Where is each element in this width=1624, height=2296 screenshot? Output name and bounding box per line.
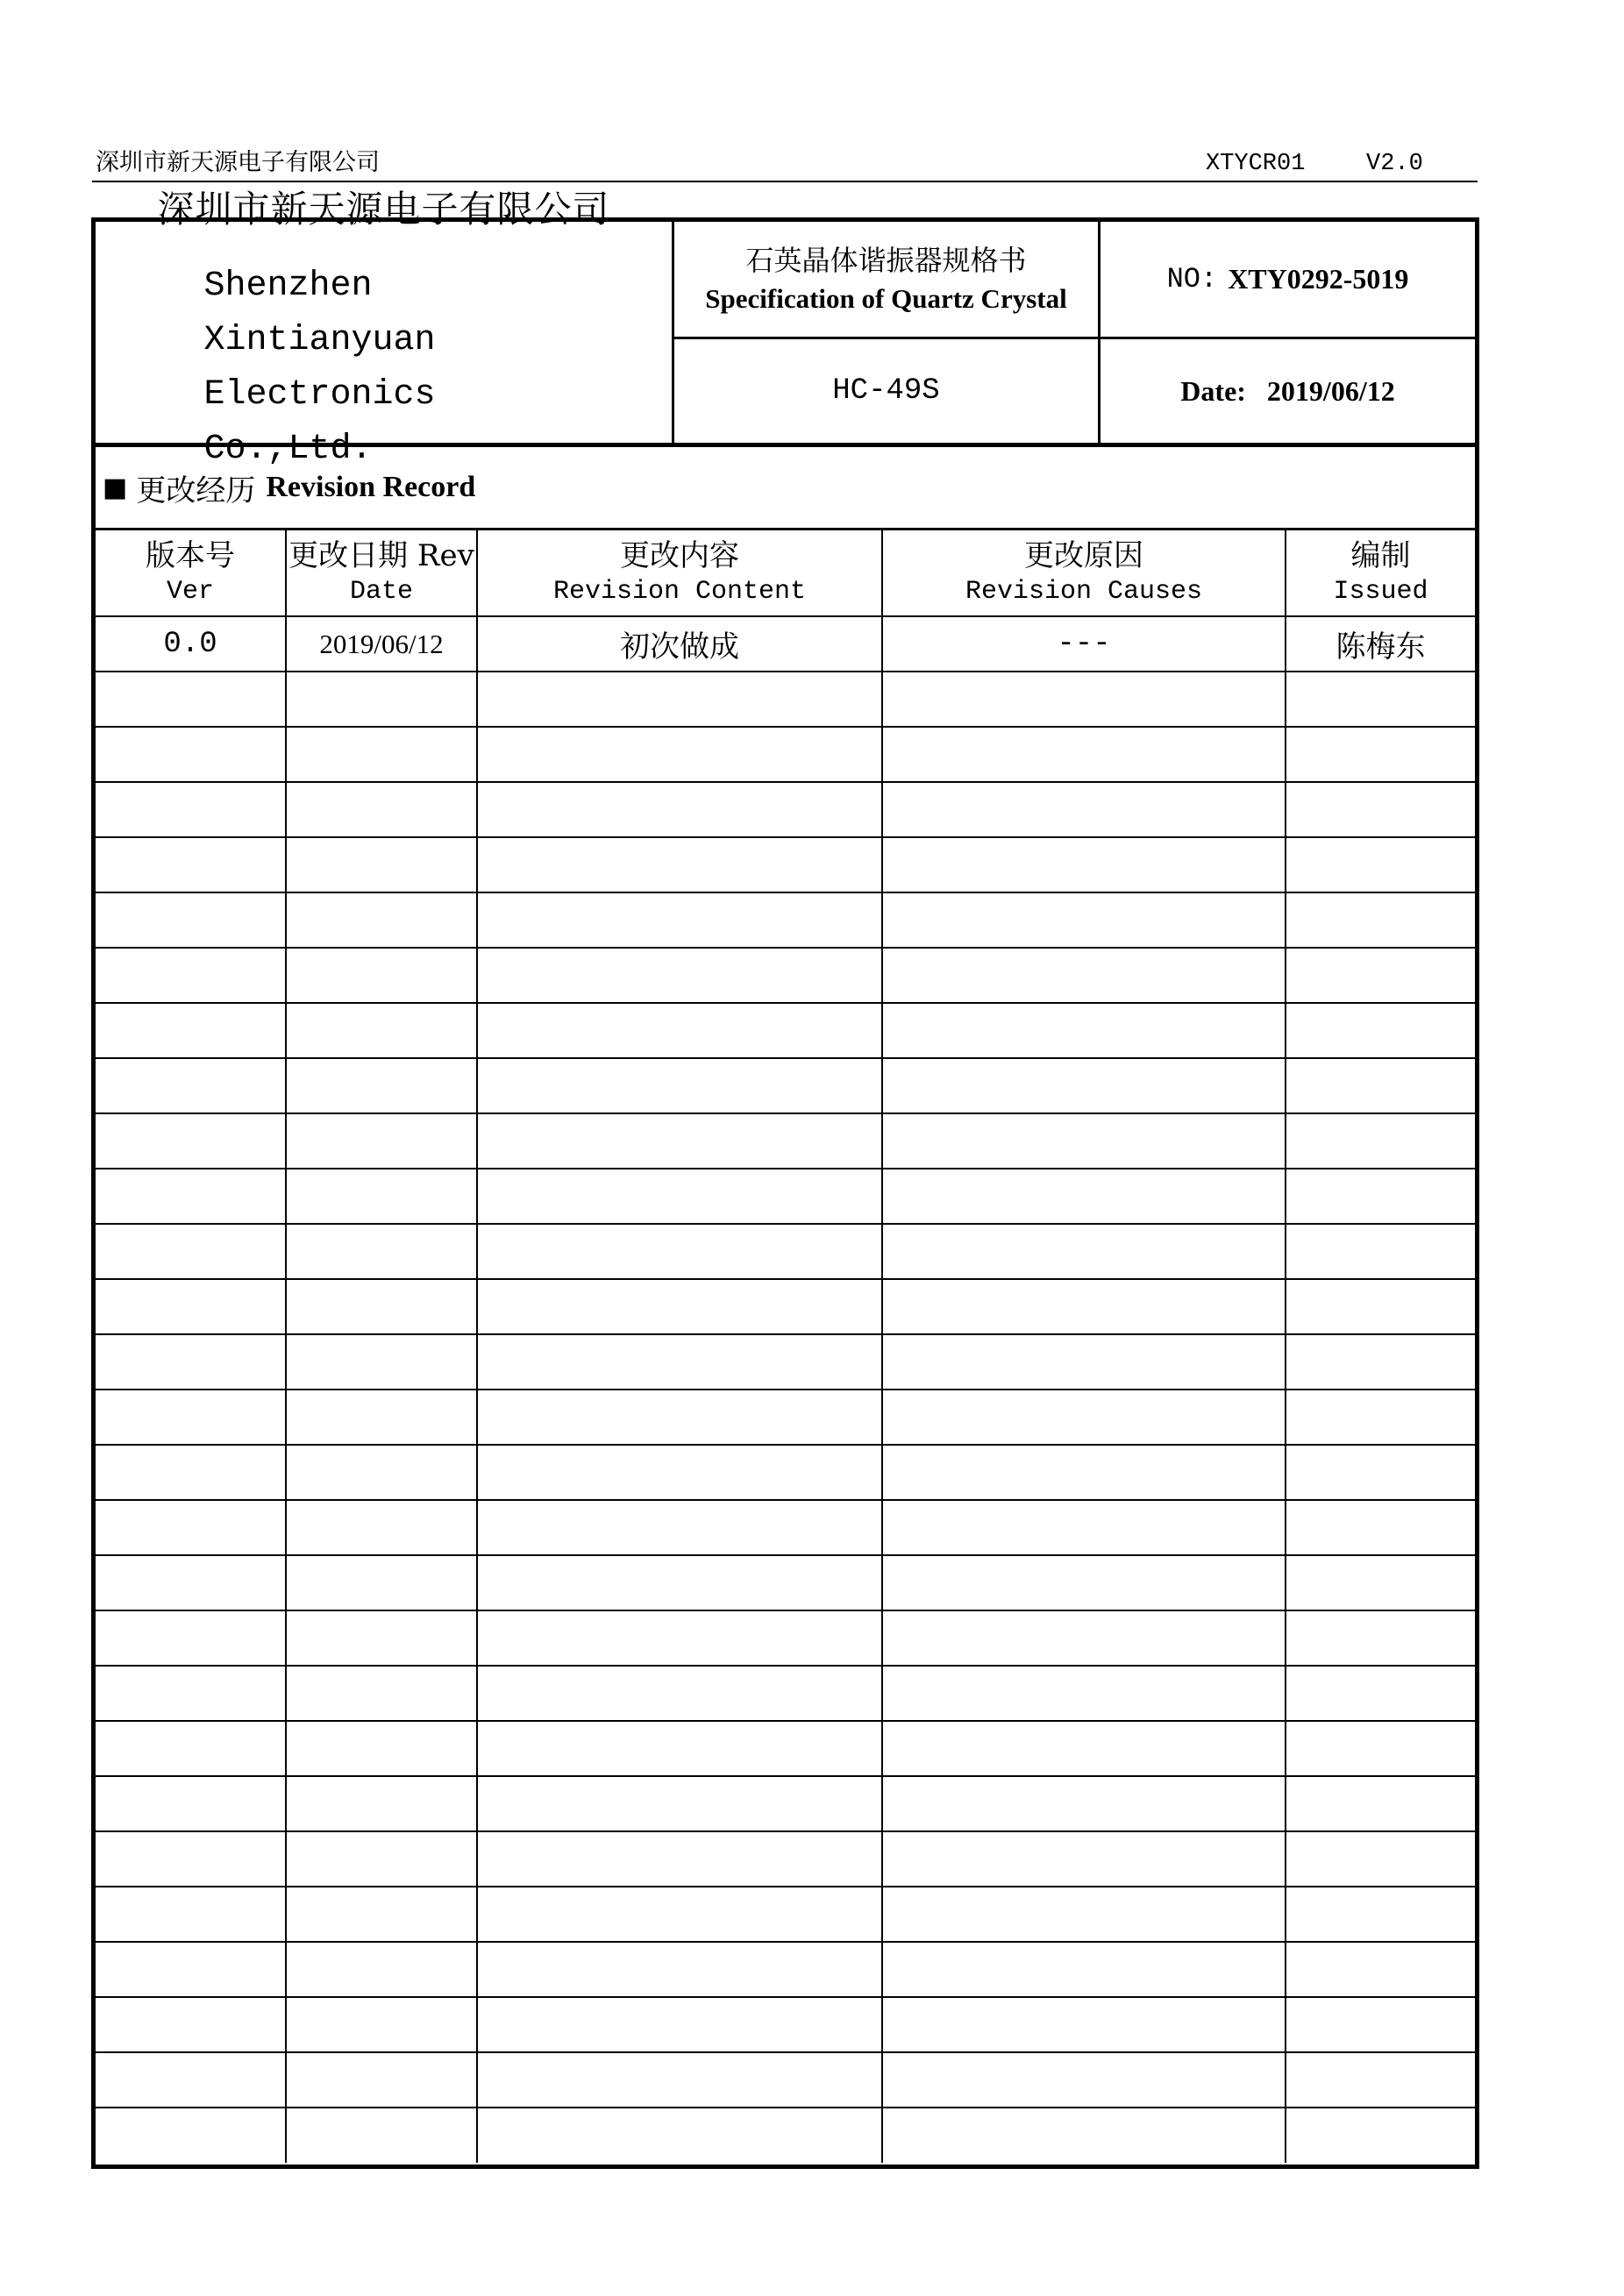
empty-cell [96, 1113, 286, 1169]
revision-title-en: Revision Record [266, 471, 476, 503]
empty-cell [477, 1500, 882, 1555]
empty-cell [286, 1831, 477, 1887]
empty-cell [1286, 948, 1475, 1003]
empty-cell [477, 727, 882, 782]
table-row-empty [96, 1776, 1475, 1831]
empty-cell [1286, 1334, 1475, 1390]
empty-cell [477, 1224, 882, 1279]
empty-cell [1286, 2108, 1475, 2163]
empty-cell [477, 1334, 882, 1390]
empty-cell [882, 1058, 1286, 1113]
empty-cell [96, 1445, 286, 1500]
empty-cell [96, 892, 286, 948]
empty-cell [1286, 1666, 1475, 1721]
empty-cell [1286, 1390, 1475, 1445]
empty-cell [882, 672, 1286, 727]
empty-cell [96, 1887, 286, 1942]
empty-cell [882, 1224, 1286, 1279]
empty-cell [96, 837, 286, 892]
empty-cell [477, 837, 882, 892]
table-row-empty [96, 1058, 1475, 1113]
empty-cell [1286, 1445, 1475, 1500]
empty-cell [96, 1224, 286, 1279]
empty-cell [286, 1113, 477, 1169]
empty-cell [1286, 2052, 1475, 2108]
col-header-content: 更改内容 Revision Content [477, 530, 882, 616]
empty-cell [1286, 1776, 1475, 1831]
empty-cell [477, 1887, 882, 1942]
empty-cell [1286, 1279, 1475, 1334]
square-bullet-icon: ■ [103, 472, 128, 503]
table-row-empty [96, 1279, 1475, 1334]
col-header-ver: 版本号 Ver [96, 530, 286, 616]
empty-cell [882, 1500, 1286, 1555]
empty-cell [477, 1003, 882, 1058]
table-row-empty [96, 782, 1475, 837]
empty-cell [1286, 782, 1475, 837]
empty-cell [882, 1666, 1286, 1721]
empty-cell [286, 2108, 477, 2163]
empty-cell [477, 948, 882, 1003]
empty-cell [1286, 1610, 1475, 1666]
table-row-empty [96, 1390, 1475, 1445]
empty-cell [882, 782, 1286, 837]
empty-cell [882, 1721, 1286, 1776]
table-row-empty [96, 1334, 1475, 1390]
empty-cell [882, 727, 1286, 782]
table-row-empty [96, 1113, 1475, 1169]
empty-cell [96, 1279, 286, 1334]
empty-cell [882, 892, 1286, 948]
empty-cell [96, 672, 286, 727]
empty-cell [96, 2108, 286, 2163]
empty-cell [96, 1058, 286, 1113]
empty-cell [96, 1831, 286, 1887]
empty-cell [477, 1666, 882, 1721]
empty-cell [286, 1942, 477, 1997]
empty-cell [477, 892, 882, 948]
model-cell [674, 339, 1100, 443]
empty-cell [1286, 1003, 1475, 1058]
empty-cell [1286, 1942, 1475, 1997]
company-name-en-line1: Shenzhen Xintianyuan [203, 267, 436, 360]
table-row [96, 616, 1475, 672]
empty-cell [96, 782, 286, 837]
empty-cell [882, 1279, 1286, 1334]
empty-cell [286, 1776, 477, 1831]
empty-cell [1286, 1887, 1475, 1942]
empty-cell [96, 1003, 286, 1058]
empty-cell [96, 948, 286, 1003]
empty-cell [96, 1390, 286, 1445]
empty-cell [286, 2052, 477, 2108]
empty-cell [96, 1334, 286, 1390]
empty-cell [286, 1334, 477, 1390]
table-row-empty [96, 1831, 1475, 1887]
empty-cell [286, 1003, 477, 1058]
empty-cell [286, 1666, 477, 1721]
revision-record-heading [96, 447, 1475, 530]
empty-cell [477, 1279, 882, 1334]
empty-cell [882, 1887, 1286, 1942]
empty-cell [477, 1610, 882, 1666]
revision-record [91, 447, 1479, 2169]
empty-cell [286, 672, 477, 727]
header-version: V2.0 [1366, 151, 1423, 177]
empty-cell [96, 1169, 286, 1224]
spec-title-en: Specification of Quartz Crystal [705, 282, 1067, 314]
empty-cell [286, 1224, 477, 1279]
revision-title-cn: 更改经历 [136, 473, 256, 508]
empty-cell [286, 1279, 477, 1334]
cell-issued: 陈梅东 [1286, 616, 1475, 672]
empty-cell [882, 837, 1286, 892]
empty-cell [1286, 1997, 1475, 2052]
table-row-empty [96, 1942, 1475, 1997]
empty-cell [882, 1831, 1286, 1887]
empty-cell [477, 672, 882, 727]
date-cell [1100, 339, 1475, 443]
empty-cell [286, 892, 477, 948]
empty-cell [477, 1169, 882, 1224]
title-block [91, 188, 1479, 469]
empty-cell [96, 1997, 286, 2052]
empty-cell [286, 1058, 477, 1113]
empty-cell [477, 1776, 882, 1831]
empty-cell [96, 1776, 286, 1831]
empty-cell [1286, 1831, 1475, 1887]
empty-cell [882, 2108, 1286, 2163]
cell-content: 初次做成 [477, 616, 882, 672]
empty-cell [96, 1610, 286, 1666]
empty-cell [882, 948, 1286, 1003]
empty-cell [477, 1445, 882, 1500]
revision-table [96, 530, 1475, 2163]
empty-cell [882, 1390, 1286, 1445]
company-name-en-line2: Electronics Co.,Ltd. [203, 375, 436, 469]
empty-cell [286, 948, 477, 1003]
empty-cell [477, 2052, 882, 2108]
empty-cell [882, 1555, 1286, 1610]
empty-cell [1286, 1721, 1475, 1776]
empty-cell [1286, 727, 1475, 782]
empty-cell [1286, 672, 1475, 727]
cell-ver: 0.0 [96, 616, 286, 672]
empty-cell [882, 1169, 1286, 1224]
doc-number-value: XTY0292-5019 [1228, 263, 1409, 295]
empty-cell [96, 1666, 286, 1721]
company-cell [96, 188, 674, 469]
model-value: HC-49S [832, 374, 940, 408]
empty-cell [1286, 1058, 1475, 1113]
empty-cell [477, 2108, 882, 2163]
empty-cell [882, 1445, 1286, 1500]
empty-cell [286, 1169, 477, 1224]
empty-cell [477, 1058, 882, 1113]
empty-cell [1286, 837, 1475, 892]
doc-number-label: NO: [1166, 263, 1218, 295]
empty-cell [1286, 1224, 1475, 1279]
empty-cell [882, 1113, 1286, 1169]
table-row-empty [96, 672, 1475, 727]
empty-cell [882, 1003, 1286, 1058]
page-header [92, 146, 1478, 182]
table-row-empty [96, 892, 1475, 948]
table-row-empty [96, 1500, 1475, 1555]
empty-cell [286, 837, 477, 892]
empty-cell [882, 1776, 1286, 1831]
empty-cell [286, 1555, 477, 1610]
empty-cell [1286, 1555, 1475, 1610]
table-row-empty [96, 1721, 1475, 1776]
empty-cell [882, 1610, 1286, 1666]
empty-cell [286, 1721, 477, 1776]
empty-cell [1286, 1113, 1475, 1169]
col-header-date: 更改日期 Rev Date [286, 530, 477, 616]
table-row-empty [96, 1224, 1475, 1279]
empty-cell [286, 1445, 477, 1500]
date-value: 2019/06/12 [1266, 374, 1395, 407]
table-row-empty [96, 1555, 1475, 1610]
header-company-name: 深圳市新天源电子有限公司 [96, 149, 380, 176]
empty-cell [882, 1942, 1286, 1997]
empty-cell [477, 1721, 882, 1776]
empty-cell [477, 1113, 882, 1169]
col-header-causes: 更改原因 Revision Causes [882, 530, 1286, 616]
date-label: Date: [1180, 374, 1246, 407]
cell-date: 2019/06/12 [286, 616, 477, 672]
empty-cell [286, 1610, 477, 1666]
empty-cell [286, 782, 477, 837]
table-row-empty [96, 1003, 1475, 1058]
empty-cell [286, 1887, 477, 1942]
empty-cell [96, 1555, 286, 1610]
col-header-issued: 编制 Issued [1286, 530, 1475, 616]
empty-cell [1286, 1500, 1475, 1555]
company-name-en [204, 259, 616, 477]
table-row-empty [96, 727, 1475, 782]
empty-cell [286, 727, 477, 782]
empty-cell [286, 1390, 477, 1445]
empty-cell [477, 782, 882, 837]
revision-table-header [96, 530, 1475, 616]
table-row-empty [96, 948, 1475, 1003]
empty-cell [96, 727, 286, 782]
spec-title-cell [674, 222, 1100, 339]
header-doc-code: XTYCR01 [1206, 151, 1306, 177]
table-row-empty [96, 1666, 1475, 1721]
doc-number-cell [1100, 222, 1475, 339]
empty-cell [286, 1500, 477, 1555]
empty-cell [96, 1942, 286, 1997]
table-row-empty [96, 1445, 1475, 1500]
empty-cell [477, 1555, 882, 1610]
empty-cell [286, 1997, 477, 2052]
company-name-cn: 深圳市新天源电子有限公司 [157, 188, 610, 231]
table-row-empty [96, 1887, 1475, 1942]
table-row-empty [96, 1997, 1475, 2052]
empty-cell [477, 1997, 882, 2052]
empty-cell [882, 2052, 1286, 2108]
empty-cell [96, 2052, 286, 2108]
empty-cell [477, 1390, 882, 1445]
table-row-empty [96, 2052, 1475, 2108]
cell-cause: --- [882, 616, 1286, 672]
empty-cell [477, 1942, 882, 1997]
table-row-empty [96, 2108, 1475, 2163]
empty-cell [882, 1334, 1286, 1390]
empty-cell [96, 1721, 286, 1776]
empty-cell [1286, 1169, 1475, 1224]
empty-cell [96, 1500, 286, 1555]
empty-cell [882, 1997, 1286, 2052]
empty-cell [1286, 892, 1475, 948]
table-row-empty [96, 1610, 1475, 1666]
table-row-empty [96, 837, 1475, 892]
empty-cell [477, 1831, 882, 1887]
table-row-empty [96, 1169, 1475, 1224]
spec-title-cn: 石英晶体谐振器规格书 [745, 243, 1027, 277]
